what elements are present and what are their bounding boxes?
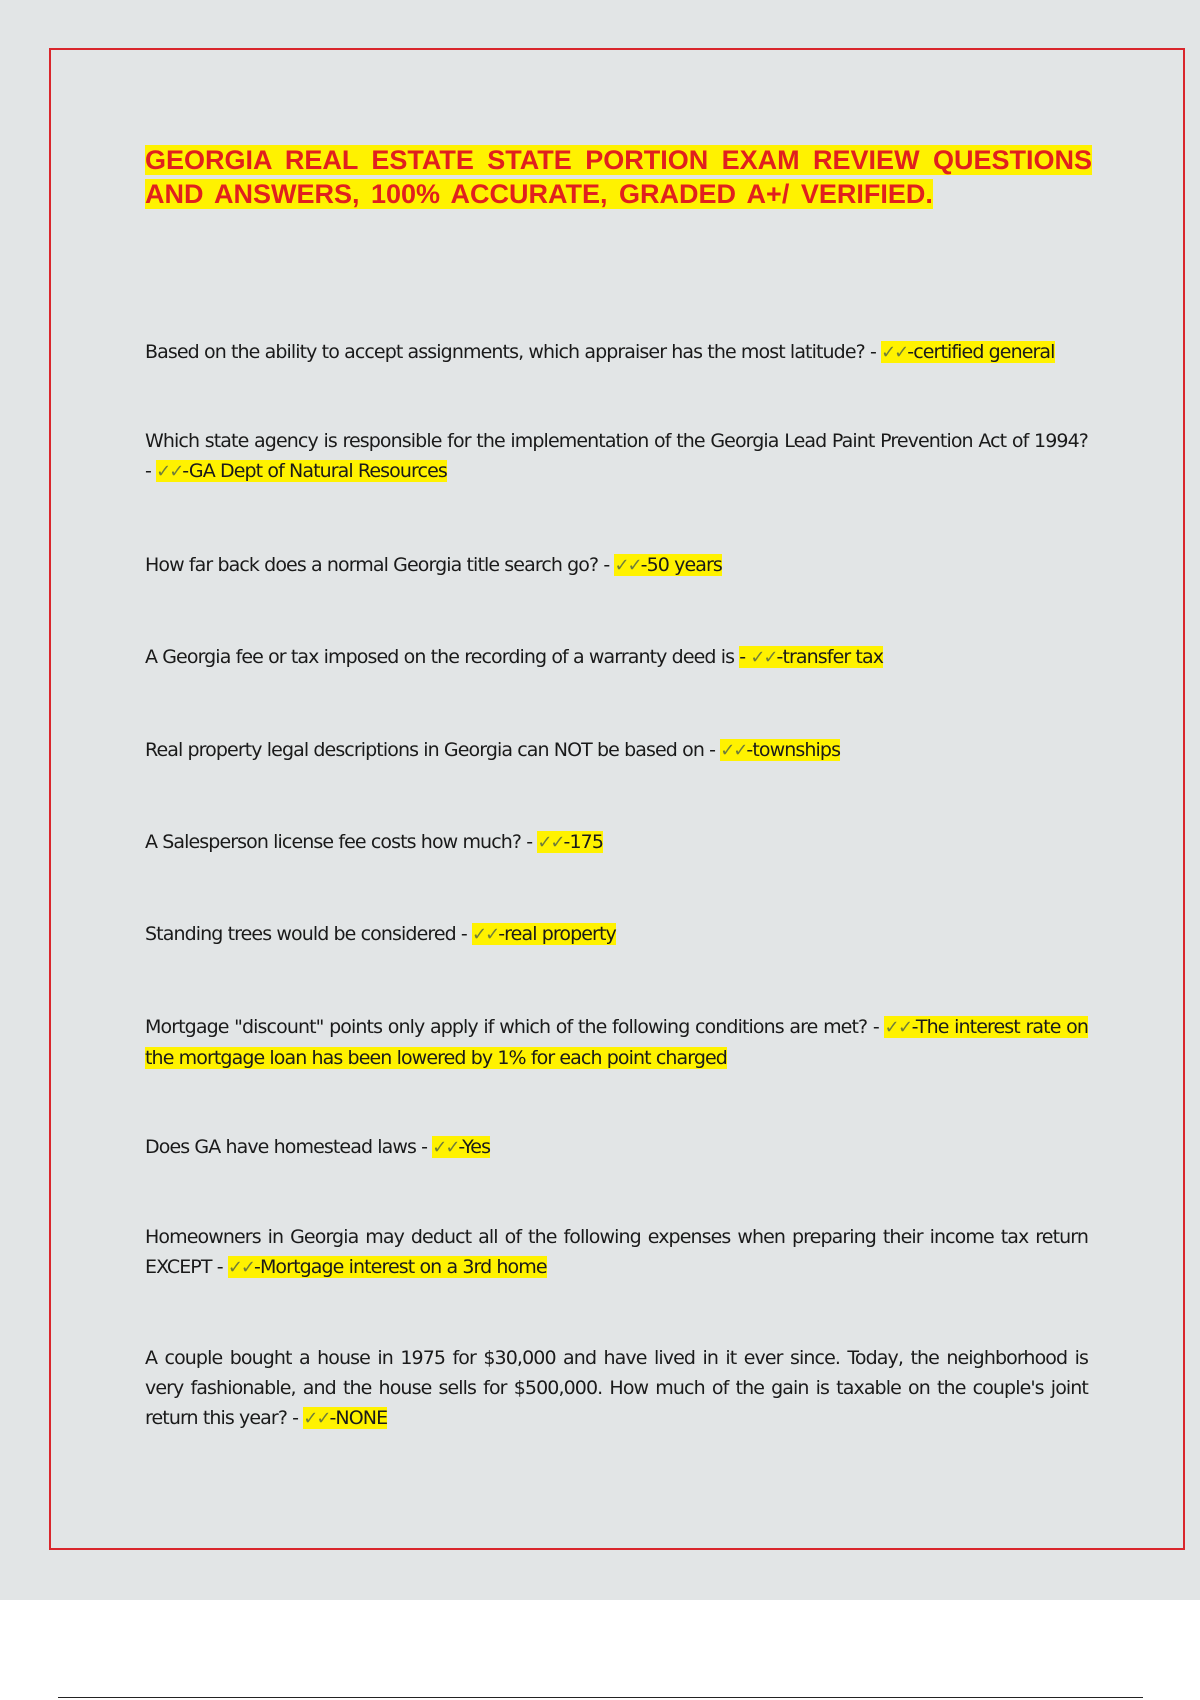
double-check-mark-icon: ✓✓ [750,647,777,668]
qa-item [145,1132,1088,1163]
answer-highlight [156,460,447,482]
double-check-mark-icon: ✓✓ [881,342,908,363]
qa-item [145,919,1088,950]
question-text: Homeowners in Georgia may deduct all of the following expenses when preparing their income tax return EXCEPT - [145,1226,1088,1278]
double-check-mark-icon: ✓✓ [884,1017,912,1038]
footer-divider [58,1697,1143,1698]
qa-item [145,1343,1088,1434]
answer-text: -50 years [640,554,722,576]
answer-text: -GA Dept of Natural Resources [182,460,447,482]
answer-text: -real property [498,923,616,945]
qa-item [145,642,1088,673]
answer-text: -NONE [329,1407,388,1429]
question-text: Based on the ability to accept assignments, which appraiser has the most latitude? - [145,341,882,363]
double-check-mark-icon: ✓✓ [303,1408,330,1429]
question-text: A couple bought a house in 1975 for $30,000 and have lived in it ever since. Today, the neighborhood is very fashionable, and the house sells for $500,000. How much of the gain is taxable on the couple's joint return this year? - [145,1347,1088,1429]
question-text: Mortgage "discount" points only apply if which of the following conditions are met? - [145,1016,885,1038]
question-text: Real property legal descriptions in Georgia can NOT be based on - [145,739,721,761]
answer-highlight [228,1256,547,1278]
answer-prefix: - [739,646,751,668]
qa-item [145,1012,1088,1073]
qa-item [145,827,1088,858]
double-check-mark-icon: ✓✓ [537,832,564,853]
question-text: Does GA have homestead laws - [145,1136,433,1158]
qa-item [145,426,1088,487]
answer-text: -Mortgage interest on a 3rd home [253,1256,547,1278]
qa-item [145,735,1088,766]
double-check-mark-icon: ✓✓ [156,461,183,482]
answer-highlight [303,1407,387,1429]
answer-text: -The interest rate on the mortgage loan has been lowered by 1% for each point charged [145,1016,1089,1069]
double-check-mark-icon: ✓✓ [720,740,747,761]
answer-highlight [720,739,840,761]
answer-highlight [739,646,883,668]
title-highlight: GEORGIA REAL ESTATE STATE PORTION EXAM REVIEW QUESTIONS AND ANSWERS, 100% ACCURATE, GRADED A+/ VERIFIED. [145,145,1092,209]
qa-item [145,1222,1088,1283]
question-text: How far back does a normal Georgia title search go? - [145,554,615,576]
answer-text: -townships [746,739,841,761]
answer-highlight [537,831,603,853]
qa-item [145,337,1088,368]
question-text: A Salesperson license fee costs how much? - [145,831,538,853]
answer-highlight [432,1136,490,1158]
answer-highlight [614,554,721,576]
answer-text: -transfer tax [776,646,884,668]
question-text: Which state agency is responsible for the implementation of the Georgia Lead Paint Prevention Act of 1994? - [145,430,1088,482]
question-text: Standing trees would be considered - [145,923,473,945]
double-check-mark-icon: ✓✓ [614,555,641,576]
answer-text: -certified general [907,341,1055,363]
double-check-mark-icon: ✓✓ [472,924,499,945]
answer-text: -175 [563,831,604,853]
question-text: A Georgia fee or tax imposed on the recording of a warranty deed is [145,646,740,668]
answer-text: -Yes [458,1136,491,1158]
answer-highlight [472,923,616,945]
qa-item [145,550,1088,581]
double-check-mark-icon: ✓✓ [432,1137,459,1158]
answer-highlight [881,341,1054,363]
double-check-mark-icon: ✓✓ [227,1257,254,1278]
